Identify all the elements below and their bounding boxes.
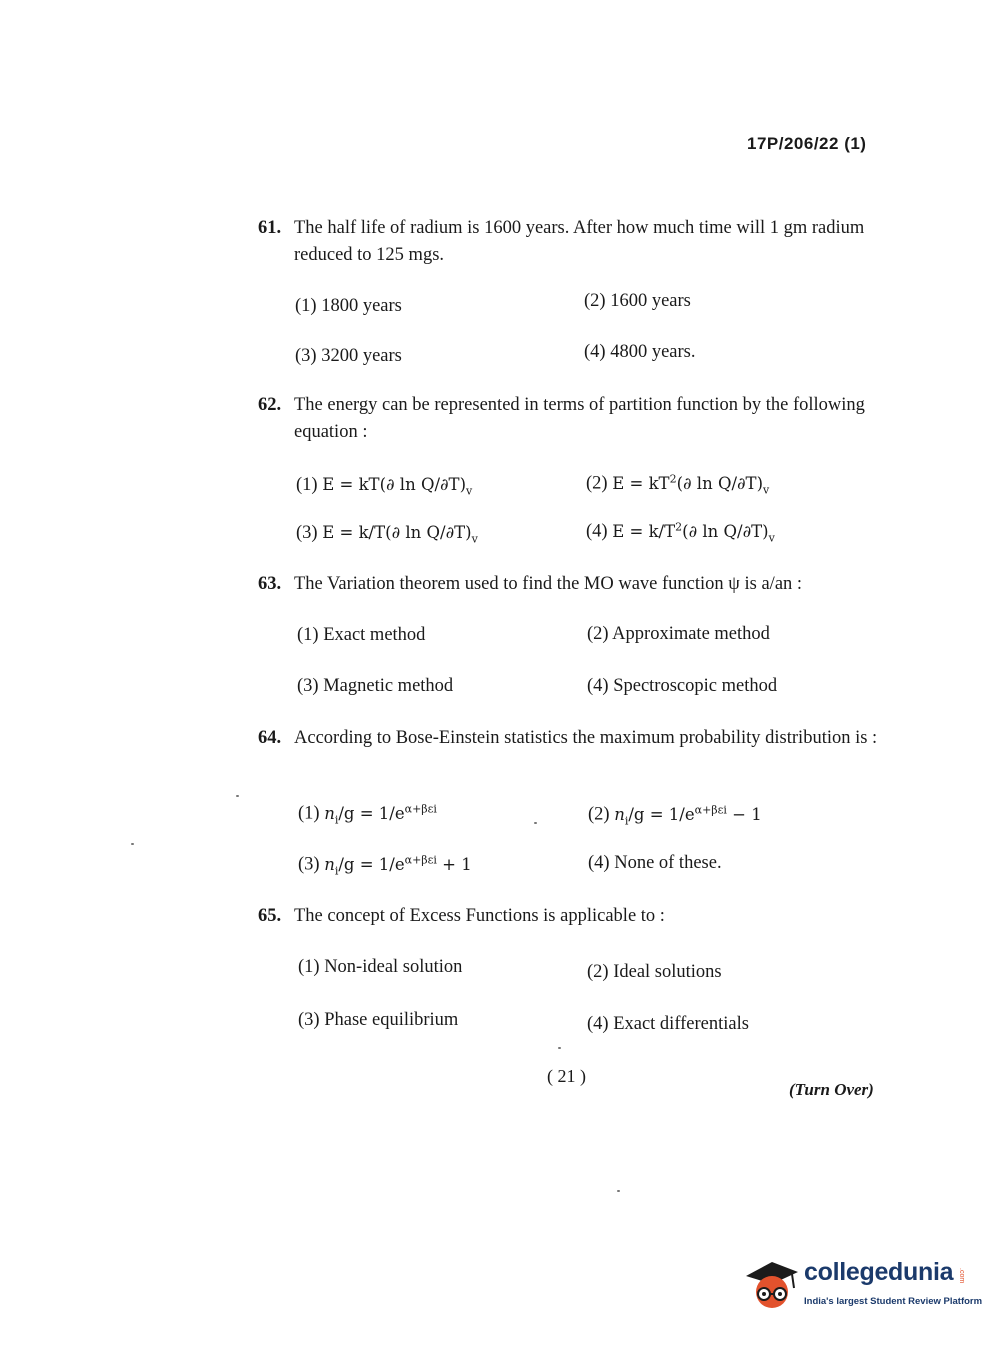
question-text: The concept of Excess Functions is applicable to : bbox=[294, 906, 665, 926]
question-text: The Variation theorem used to find the MO wave function ψ is a/an : bbox=[294, 574, 803, 594]
equation: E = k/T(∂ $\ln Q/\partial T)_v$ bbox=[322, 523, 478, 546]
equation: $n_i/g = 1/e^{\alpha+\beta\varepsilon i} + 1$ bbox=[324, 853, 472, 877]
brand-domain: .com bbox=[958, 1268, 965, 1284]
equation: $E = kT^2(\partial$ $\ln Q/\partial T)_v$ bbox=[612, 472, 770, 496]
option-62-2: (2) $E = kT^2(\partial$ $\ln Q/\partial T)_v$ bbox=[586, 472, 770, 496]
option-62-1: (1) E = kT(∂ $\ln Q/\partial T)_v$ bbox=[296, 475, 473, 498]
brand-tagline: India's largest Student Review Platform bbox=[804, 1296, 983, 1307]
scan-speck bbox=[236, 795, 239, 797]
mascot-icon bbox=[742, 1254, 802, 1314]
paper-code: 17P/206/22 (1) bbox=[747, 134, 867, 153]
question-text: According to Bose-Einstein statistics the maximum probability distribution is : bbox=[294, 728, 878, 748]
question-text: The half life of radium is 1600 years. After how much time will 1 gm radium reduced to 125 mgs. bbox=[294, 218, 865, 265]
option-63-3: (3) Magnetic method bbox=[297, 676, 454, 696]
equation: E = kT(∂ $\ln Q/\partial T)_v$ bbox=[322, 475, 473, 498]
equation: $E = k/T^2(\partial$ $\ln Q/\partial T)_v$ bbox=[612, 520, 775, 544]
question-number: 64. bbox=[258, 728, 282, 748]
option-61-3: (3) 3200 years bbox=[295, 346, 402, 366]
option-61-1: (1) 1800 years bbox=[295, 296, 402, 316]
scan-speck bbox=[131, 843, 134, 845]
option-64-1: (1) $n_i/g = 1/e^{\alpha+\beta\varepsilon i}$ bbox=[298, 802, 437, 826]
option-65-3: (3) Phase equilibrium bbox=[298, 1010, 459, 1030]
option-64-2: (2) $n_i/g = 1/e^{\alpha+\beta\varepsilon i} - 1$ bbox=[588, 803, 762, 827]
question-number: 63. bbox=[258, 574, 282, 594]
page-number: ( 21 ) bbox=[547, 1066, 586, 1086]
question-number: 61. bbox=[258, 218, 282, 238]
option-62-4: (4) $E = k/T^2(\partial$ $\ln Q/\partial T)_v$ bbox=[586, 520, 775, 544]
scan-speck bbox=[617, 1190, 620, 1192]
scan-speck bbox=[534, 822, 537, 824]
question-63 bbox=[258, 571, 878, 598]
option-61-2: (2) 1600 years bbox=[584, 291, 691, 311]
equation: $n_i/g = 1/e^{\alpha+\beta\varepsilon i} - 1$ bbox=[614, 803, 762, 827]
option-63-1: (1) Exact method bbox=[297, 625, 426, 645]
collegedunia-logo bbox=[742, 1254, 983, 1314]
option-65-2: (2) Ideal solutions bbox=[587, 962, 722, 982]
question-number: 65. bbox=[258, 906, 282, 926]
question-61 bbox=[258, 215, 878, 269]
equation: $n_i/g = 1/e^{\alpha+\beta\varepsilon i}$ bbox=[324, 802, 437, 826]
brand-name: collegedunia bbox=[804, 1258, 954, 1286]
option-65-1: (1) Non-ideal solution bbox=[298, 957, 463, 977]
option-62-3: (3) E = k/T(∂ $\ln Q/\partial T)_v$ bbox=[296, 523, 478, 546]
scan-speck bbox=[558, 1047, 561, 1049]
question-text: The energy can be represented in terms of partition function by the following equation : bbox=[294, 395, 865, 442]
option-65-4: (4) Exact differentials bbox=[587, 1014, 749, 1034]
option-64-4: (4) None of these. bbox=[588, 853, 722, 873]
option-64-3: (3) $n_i/g = 1/e^{\alpha+\beta\varepsilon i} + 1$ bbox=[298, 853, 472, 877]
question-65 bbox=[258, 903, 878, 930]
turn-over-note: (Turn Over) bbox=[789, 1080, 874, 1099]
question-number: 62. bbox=[258, 395, 282, 415]
option-63-2: (2) Approximate method bbox=[587, 624, 770, 644]
option-63-4: (4) Spectroscopic method bbox=[587, 676, 778, 696]
question-64 bbox=[258, 725, 878, 752]
option-61-4: (4) 4800 years. bbox=[584, 342, 696, 362]
question-62 bbox=[258, 392, 878, 446]
